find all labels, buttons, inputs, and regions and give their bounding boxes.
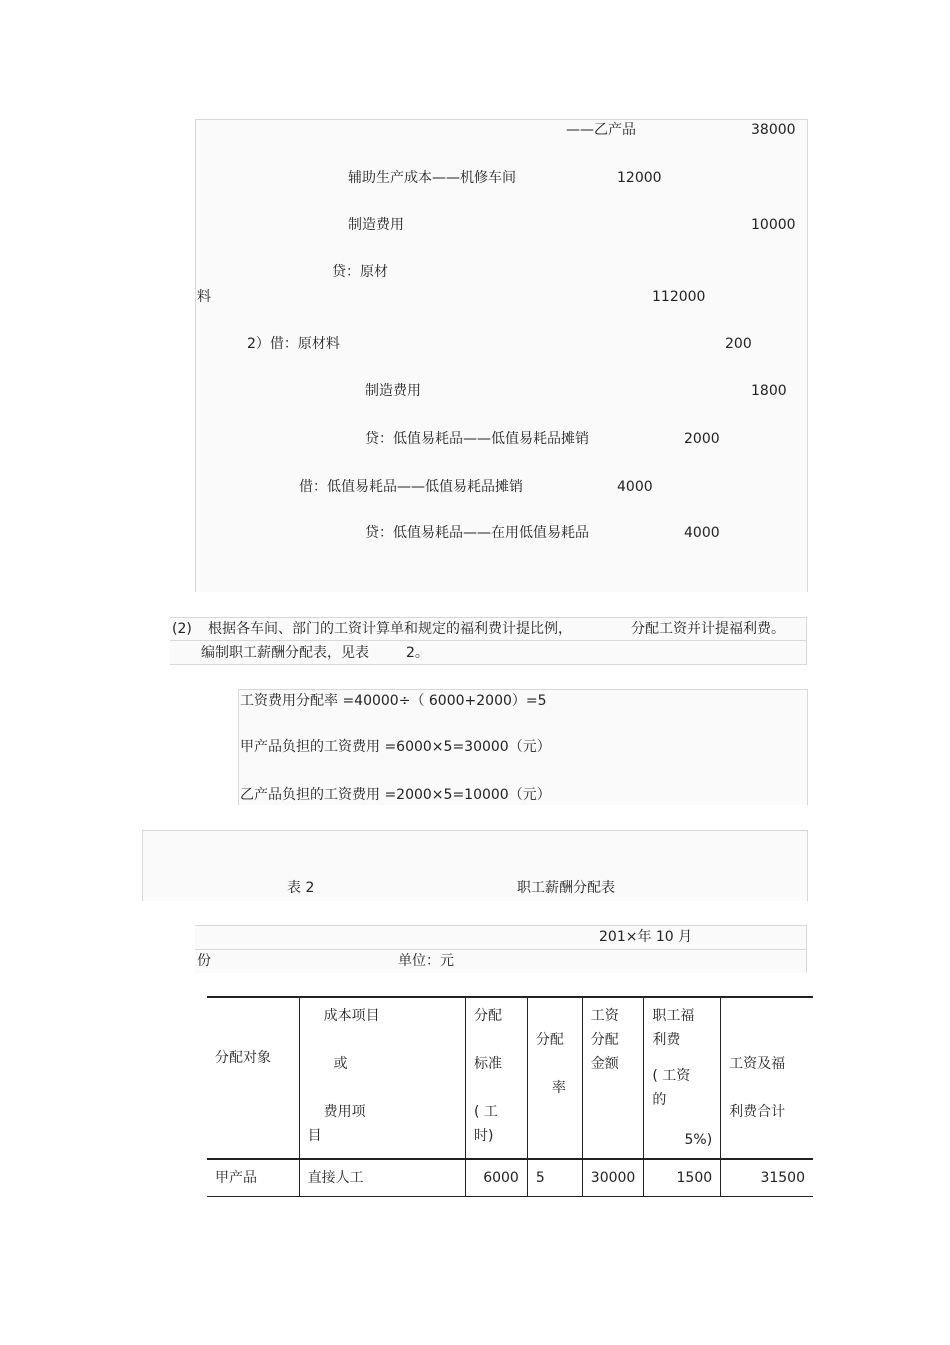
table-row (207, 1159, 813, 1197)
journal-line9-label: 贷：低值易耗品——在用低值易耗品 (365, 525, 589, 541)
journal-line2-label: 辅助生产成本——机修车间 (348, 170, 516, 186)
table-title-block (142, 830, 808, 901)
journal-line1-label: ——乙产品 (566, 122, 636, 138)
journal-line5-amount: 200 (725, 336, 752, 352)
journal-block (195, 119, 808, 592)
row-total: 31500 (760, 1170, 805, 1186)
table-date-cont: 份 (197, 953, 211, 969)
table-title: 职工薪酬分配表 (517, 880, 615, 896)
section2-text-d: 2。 (406, 645, 429, 661)
table-unit: 单位：元 (398, 953, 454, 969)
journal-line7-amount: 2000 (684, 431, 720, 447)
header-obj: 分配对象 (207, 997, 299, 1159)
journal-line7-label: 贷：低值易耗品——低值易耗品摊销 (365, 431, 589, 447)
journal-line2-amount: 12000 (617, 170, 662, 186)
header-std: 分配 标准 ( 工 时) (466, 997, 528, 1159)
section2-text-a: 根据各车间、部门的工资计算单和规定的福利费计提比例， (208, 621, 572, 637)
table-date: 201×年 10 月 (599, 929, 693, 945)
journal-line4-label: 贷：原材 (332, 264, 388, 280)
section2-number: (2) (172, 621, 192, 637)
journal-line4-cont: 料 (197, 289, 211, 305)
journal-line4-amount: 112000 (652, 289, 706, 305)
row-welfare: 1500 (644, 1159, 721, 1197)
header-wage: 工资 分配 金额 (582, 997, 644, 1159)
row-rate: 5 (527, 1159, 582, 1197)
calc-jia: 甲产品负担的工资费用 =6000×5=30000（元） (240, 739, 551, 755)
calc-block (238, 689, 808, 805)
section2-block (170, 617, 807, 665)
salary-allocation-table (207, 996, 813, 1197)
journal-line5-label: 2）借：原材料 (247, 336, 340, 352)
section2-text-b: 分配工资并计提福利费。 (631, 621, 785, 637)
header-rate: 分配 率 (527, 997, 582, 1159)
journal-line1-amount: 38000 (751, 122, 796, 138)
header-welfare: 职工福 利费 ( 工资 的 5%) (644, 997, 721, 1159)
row-item: 直接人工 (299, 1159, 465, 1197)
calc-yi: 乙产品负担的工资费用 =2000×5=10000（元） (240, 787, 551, 803)
journal-line3-label: 制造费用 (348, 217, 404, 233)
journal-line6-label: 制造费用 (365, 383, 421, 399)
calc-rate: 工资费用分配率 =40000÷（ 6000+2000）=5 (240, 693, 547, 709)
row-obj: 甲产品 (207, 1159, 299, 1197)
journal-line3-amount: 10000 (751, 217, 796, 233)
journal-line8-label: 借：低值易耗品——低值易耗品摊销 (299, 479, 523, 495)
journal-line9-amount: 4000 (684, 525, 720, 541)
header-total: 工资及福 利费合计 (729, 1056, 786, 1120)
row-wage: 30000 (582, 1159, 644, 1197)
header-item: 成本项目 或 费用项 目 (299, 997, 465, 1159)
table-number: 表 2 (287, 880, 315, 896)
table-meta-block (195, 925, 807, 973)
table-header-row (207, 997, 813, 1159)
row-std: 6000 (466, 1159, 528, 1197)
journal-line8-amount: 4000 (617, 479, 653, 495)
section2-text-c: 编制职工薪酬分配表，见表 (201, 645, 369, 661)
journal-line6-amount: 1800 (751, 383, 787, 399)
